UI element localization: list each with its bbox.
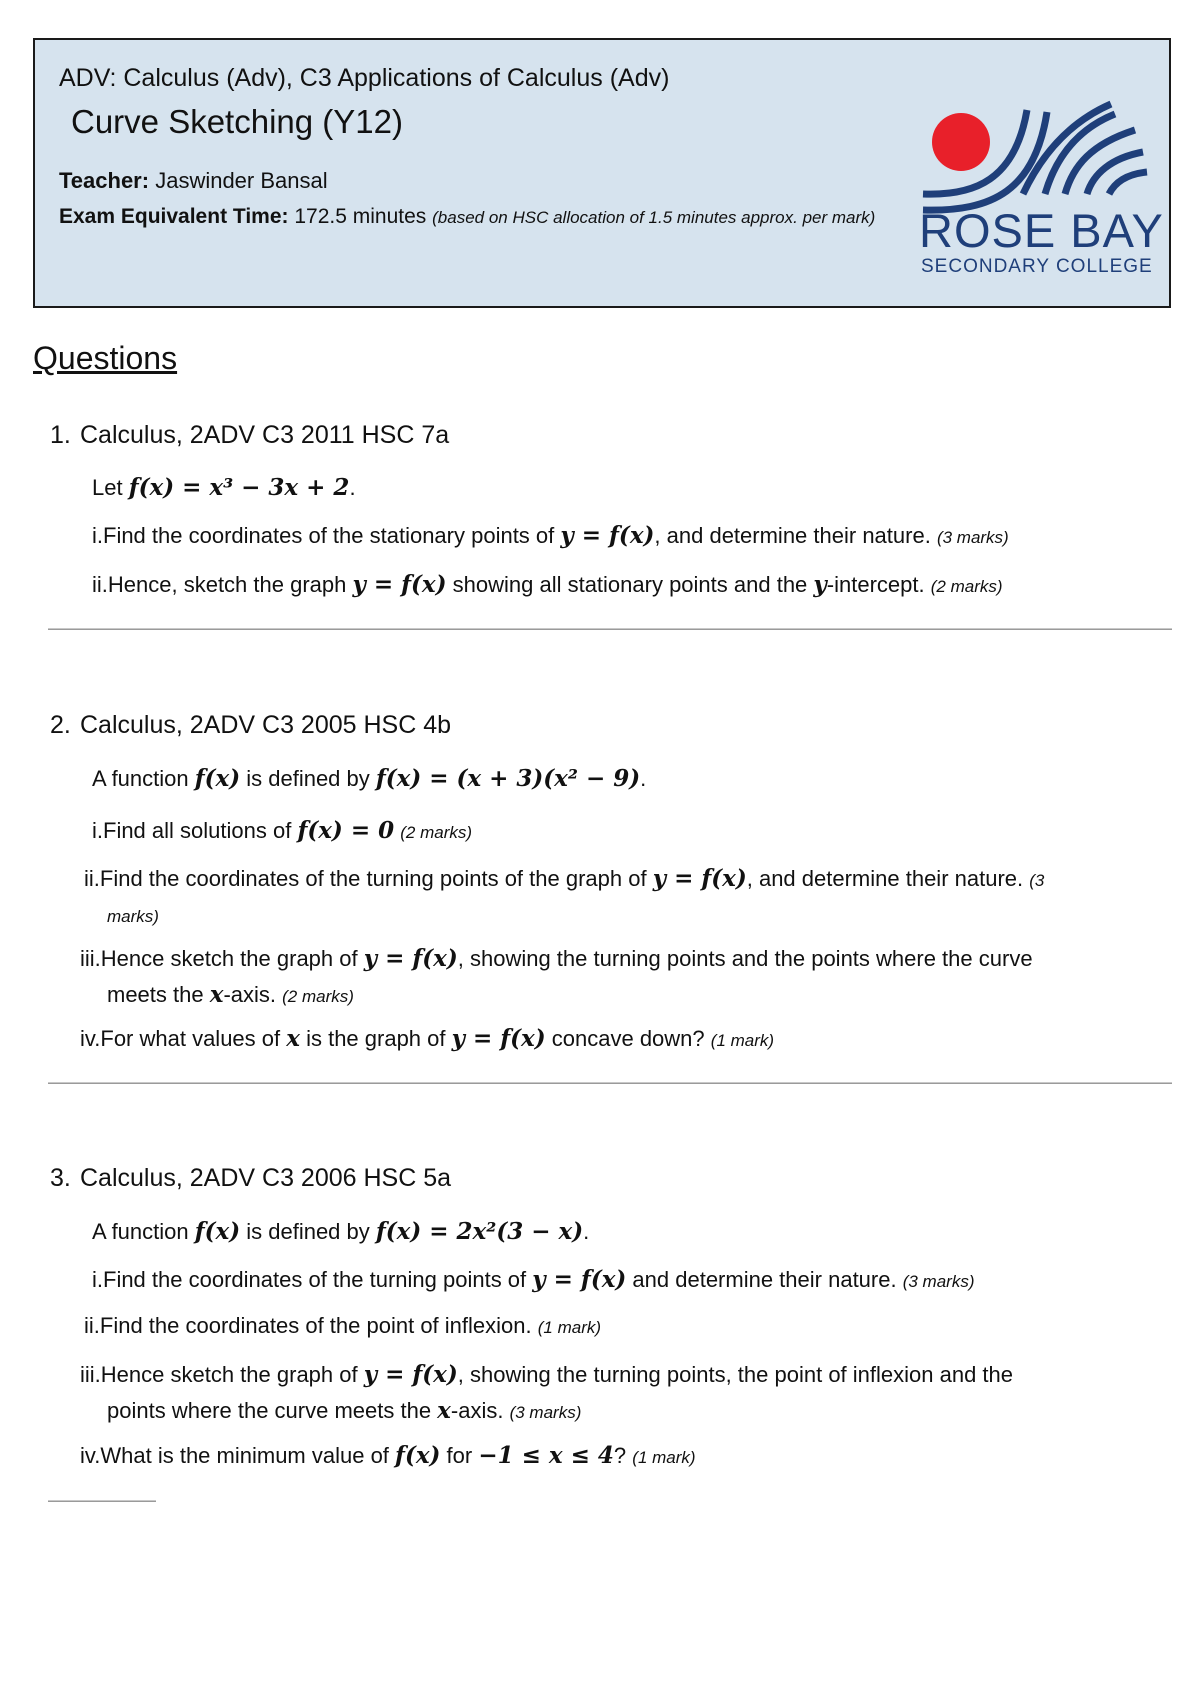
math-expression: y = f(x) [363, 1361, 458, 1388]
teacher-line [59, 168, 328, 194]
math-expression: y = f(x) [451, 1025, 546, 1052]
breadcrumb: ADV: Calculus (Adv), C3 Applications of Calculus (Adv) [59, 64, 670, 92]
math-expression: f(x) = 2x²(3 − x) [375, 1218, 584, 1245]
question-part: iv.For what values of x is the graph of y = f(x) concave down? (1 mark) [80, 1025, 775, 1052]
marks-label: (3 marks) [936, 528, 1009, 547]
question-intro: A function f(x) is defined by f(x) = (x + 3)(x² − 9). [92, 765, 647, 792]
math-expression: x [437, 1397, 451, 1424]
question-part: ii.Find the coordinates of the turning points of the graph of y = f(x), and determine their nature. (3 [84, 865, 1045, 892]
math-expression: y = f(x) [352, 571, 447, 598]
marks-label: (2 marks) [282, 987, 354, 1006]
question-part: i.Find the coordinates of the turning points of y = f(x) and determine their nature. (3 marks) [92, 1266, 975, 1293]
section-title: Questions [33, 340, 178, 376]
question-intro: Let f(x) = x³ − 3x + 2. [92, 474, 356, 501]
question-part: i.Find all solutions of f(x) = 0 (2 marks) [92, 817, 473, 844]
math-expression: f(x) [194, 765, 241, 792]
marks-label: (2 marks) [930, 577, 1003, 596]
page-title: Curve Sketching (Y12) [71, 103, 403, 140]
marks-label: (3 [1029, 871, 1045, 890]
logo-subtitle: SECONDARY COLLEGE [921, 256, 1153, 277]
math-expression: −1 ≤ x ≤ 4 [478, 1442, 614, 1469]
question-part-continued [107, 902, 159, 928]
marks-label: (1 mark) [632, 1448, 696, 1467]
marks-label: marks) [107, 907, 159, 926]
question-intro: A function f(x) is defined by f(x) = 2x²(3 − x). [92, 1218, 590, 1245]
marks-label: (3 marks) [902, 1272, 975, 1291]
divider [48, 628, 1172, 630]
teacher-name: Jaswinder Bansal [155, 168, 328, 193]
exam-time-line [59, 203, 909, 232]
question-heading: 1. Calculus, 2ADV C3 2011 HSC 7a [50, 421, 450, 449]
header-box [33, 38, 1171, 308]
math-expression: x [286, 1025, 300, 1052]
question-part: i.Find the coordinates of the stationary points of y = f(x), and determine their nature. (3 marks) [92, 522, 1009, 549]
math-expression: f(x) = x³ − 3x + 2 [128, 474, 350, 501]
math-expression: x [209, 981, 224, 1008]
question-part: ii.Find the coordinates of the point of inflexion. (1 mark) [84, 1313, 602, 1338]
marks-label: (3 marks) [509, 1403, 582, 1422]
teacher-label: Teacher: [59, 168, 150, 193]
math-expression: y = f(x) [532, 1266, 627, 1293]
marks-label: (1 mark) [710, 1031, 775, 1050]
math-expression: f(x) [194, 1218, 241, 1245]
exam-time-note: (based on HSC allocation of 1.5 minutes approx. per mark) [432, 208, 876, 227]
divider [48, 1500, 156, 1502]
marks-label: (1 mark) [537, 1318, 602, 1337]
exam-time-label: Exam Equivalent Time: [59, 205, 289, 228]
math-expression: f(x) = 0 [297, 817, 395, 844]
question-part: iii.Hence sketch the graph of y = f(x), showing the turning points, the point of inflexion and the [80, 1361, 1014, 1388]
marks-label: (2 marks) [400, 823, 473, 842]
question-part: iv.What is the minimum value of f(x) for −1 ≤ x ≤ 4? (1 mark) [80, 1442, 696, 1469]
logo-name: ROSE BAY [919, 204, 1164, 257]
exam-time-value: 172.5 minutes [294, 205, 427, 228]
math-expression: y [813, 571, 827, 598]
question-part-continued: points where the curve meets the x-axis. (3 marks) [107, 1397, 582, 1424]
math-expression: y = f(x) [560, 522, 655, 549]
question-heading: 2. Calculus, 2ADV C3 2005 HSC 4b [50, 711, 452, 739]
question-part: ii.Hence, sketch the graph y = f(x) showing all stationary points and the y-intercept. (2 marks) [92, 571, 1003, 598]
math-expression: f(x) = (x + 3)(x² − 9) [375, 765, 641, 792]
math-expression: y = f(x) [363, 945, 458, 972]
question-part-continued: meets the x-axis. (2 marks) [107, 981, 354, 1008]
math-expression: y = f(x) [652, 865, 747, 892]
math-expression: f(x) [395, 1442, 441, 1469]
divider [48, 1082, 1172, 1084]
question-part: iii.Hence sketch the graph of y = f(x), showing the turning points and the points where the curve [80, 945, 1033, 972]
question-heading: 3. Calculus, 2ADV C3 2006 HSC 5a [50, 1164, 452, 1192]
